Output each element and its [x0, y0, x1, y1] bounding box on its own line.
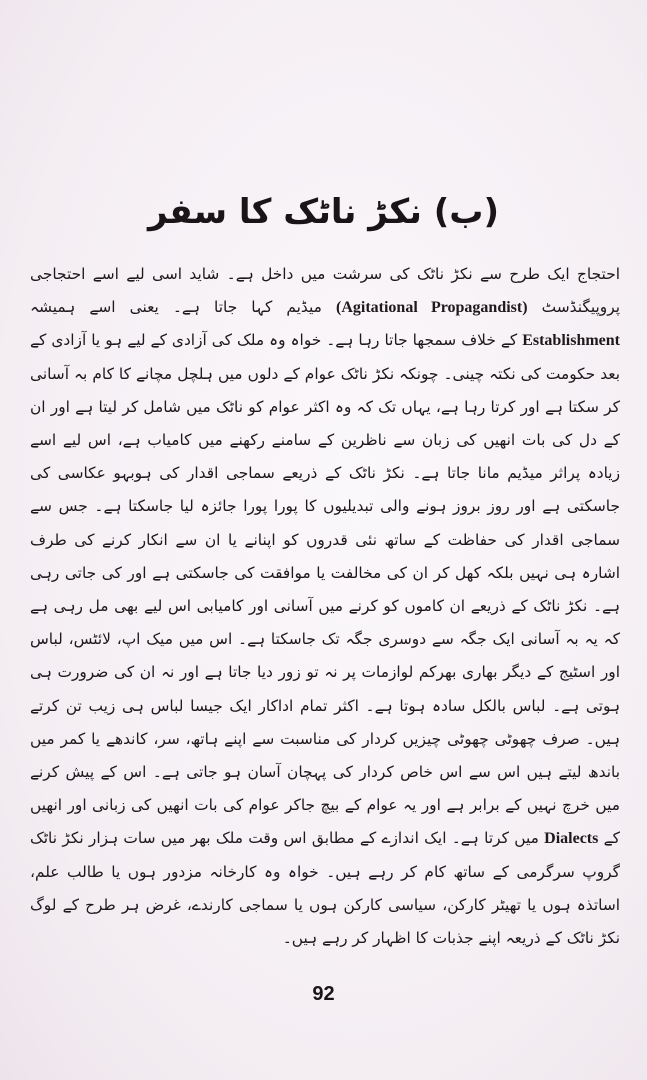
- paragraph-text-4: میں کرتا ہے۔ ایک اندازے کے مطابق اس وقت ملک بھر میں سات ہزار نکڑ ناٹک گروپ سرگرمی کے ساتھ کام کر رہے ہیں۔ خواہ وہ کارخانہ مزدور ہوں یا طالب علم، اساتذہ ہوں یا تھیٹر کارکن، سیاسی کارکن ہوں یا سماجی کارندے، غرض ہر طرح کے لوگ نکڑ ناٹک کے ذریعہ اپنے جذبات کا اظہار کر رہے ہیں۔: [30, 829, 620, 948]
- english-term-agitational-propagandist: (Agitational Propagandist): [335, 299, 528, 317]
- paragraph-text-1: احتجاج ایک طرح سے نکڑ ناٹک کی سرشت میں داخل ہے۔ شاید اسی لیے اسے احتجاجی پروپیگنڈسٹ: [30, 265, 621, 317]
- paragraph-text-3: کے خلاف سمجھا جاتا رہا ہے۔ خواہ وہ ملک کی آزادی کے لیے ہو یا آزادی کے بعد حکومت کی نکتہ چینی۔ چونکہ نکڑ ناٹک عوام کے دلوں میں ہلچل مچانے کا کام بہ آسانی کر سکتا ہے اور کرتا رہا ہے، یہاں تک کہ وہ اکثر عوام کو ناٹک میں شامل کر لیتا ہے اور ان کے دل کی بات انھیں کی زبان سے ناظرین کے سامنے رکھنے میں کامیاب ہے، اس لیے اسے زیادہ پراثر میڈیم مانا جاتا ہے۔ نکڑ ناٹک کے ذریعے سماجی اقدار کی ہوبہو عکاسی کی جاسکتی ہے اور روز بروز ہونے والی تبدیلیوں کا پورا پورا جائزہ لیا جاسکتا ہے۔ جس سے سماجی اقدار کی حفاظت کے ساتھ نئی قدروں کو اپنانے یا ان سے انکار کرنے کی طرف اشارہ ہی نہیں بلکہ کھل کر ان کی مخالفت یا موافقت کی جاسکتی ہے اور کی جاتی رہی ہے۔ نکڑ ناٹک کے ذریعے ان کاموں کو کرنے میں آسانی اور کامیابی اس لیے بھی مل رہی ہے کہ یہ بہ آسانی ایک جگہ سے دوسری جگہ تک جاسکتا ہے۔ اس میں میک اپ، لائٹس، لباس اور اسٹیج کے دیگر بھاری بھرکم لوازمات پر نہ تو زور دیا جاتا ہے اور نہ ان کی ضرورت ہی ہوتی ہے۔ لباس بالکل سادہ ہوتا ہے۔ اکثر تمام اداکار ایک جیسا لباس ہی زیب تن کرتے ہیں۔ صرف چھوٹی چھوٹی چیزیں کردار کی مناسبت سے اپنے ہاتھ، سر، کاندھے یا کمر میں باندھ لیتے ہیں اس سے اس خاص کردار کی پہچان آسان ہو جاتی ہے۔ اس کے پیش کرنے میں خرچ نہیں کے برابر ہے اور یہ عوام کے بیچ جاکر عوام کی بات انھیں کی زبانی اور انھیں کے: [30, 331, 620, 848]
- page-number: 92: [312, 983, 335, 1005]
- english-term-dialects: Dialects: [544, 830, 599, 848]
- paragraph-text-2: میڈیم کہا جاتا ہے۔ یعنی اسے ہمیشہ: [30, 298, 336, 317]
- english-term-establishment: Establishment: [522, 332, 620, 350]
- chapter-heading: (ب) نکڑ ناٹک کا سفر: [148, 192, 499, 232]
- body-paragraph: [30, 258, 620, 955]
